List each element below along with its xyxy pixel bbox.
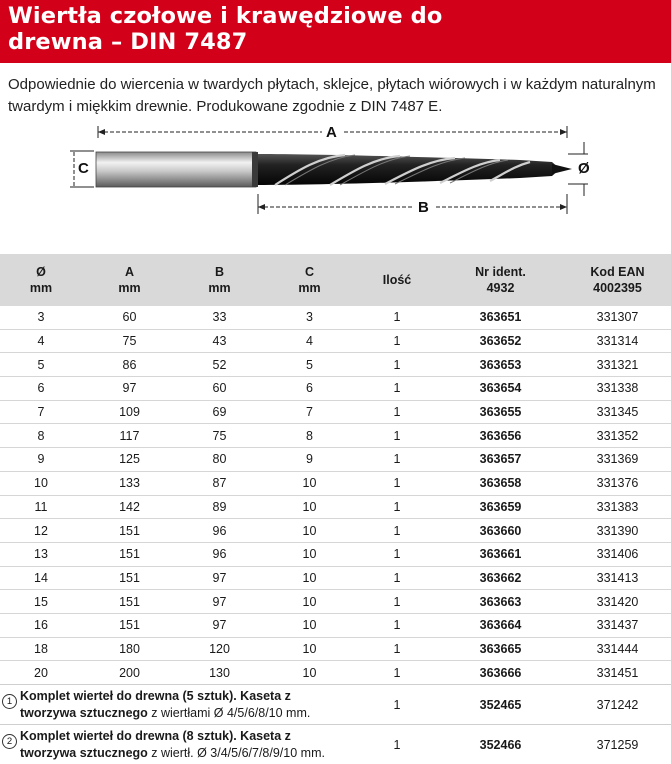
cell-c: 10 <box>262 661 357 685</box>
cell-diameter: 20 <box>0 661 82 685</box>
cell-quantity: 1 <box>357 566 437 590</box>
cell-c: 8 <box>262 424 357 448</box>
cell-quantity: 1 <box>357 519 437 543</box>
cell-ean: 371242 <box>564 685 671 725</box>
cell-ident-number: 363658 <box>437 471 564 495</box>
cell-diameter: 14 <box>0 566 82 590</box>
cell-ean: 371259 <box>564 725 671 764</box>
cell-ean: 331307 <box>564 306 671 329</box>
cell-ident-number: 352465 <box>437 685 564 725</box>
table-row <box>0 471 671 495</box>
cell-quantity: 1 <box>357 495 437 519</box>
cell-a: 200 <box>82 661 177 685</box>
cell-c: 6 <box>262 377 357 401</box>
cell-c: 4 <box>262 329 357 353</box>
cell-c: 7 <box>262 400 357 424</box>
column-header-c: C mm <box>262 254 357 306</box>
column-header-b: B mm <box>177 254 262 306</box>
kit-description <box>0 725 357 764</box>
kit-title: Komplet wierteł do drewna (5 sztuk). Kaseta z <box>20 689 291 703</box>
table-row <box>0 448 671 472</box>
cell-a: 60 <box>82 306 177 329</box>
cell-b: 43 <box>177 329 262 353</box>
table-row <box>0 519 671 543</box>
cell-diameter: 13 <box>0 542 82 566</box>
cell-ident-number: 352466 <box>437 725 564 764</box>
cell-c: 10 <box>262 542 357 566</box>
cell-quantity: 1 <box>357 542 437 566</box>
cell-c: 10 <box>262 566 357 590</box>
cell-quantity: 1 <box>357 424 437 448</box>
cell-c: 10 <box>262 495 357 519</box>
cell-quantity: 1 <box>357 590 437 614</box>
table-header-row <box>0 254 671 306</box>
cell-ident-number: 363665 <box>437 637 564 661</box>
cell-a: 151 <box>82 542 177 566</box>
page-title-line1: Wiertła czołowe i krawędziowe do <box>8 3 442 29</box>
column-header-a: A mm <box>82 254 177 306</box>
cell-a: 97 <box>82 377 177 401</box>
cell-diameter: 5 <box>0 353 82 377</box>
cell-quantity: 1 <box>357 613 437 637</box>
cell-diameter: 9 <box>0 448 82 472</box>
kit-contents: z wiertł. Ø 3/4/5/6/7/8/9/10 mm. <box>148 746 325 760</box>
page-title-line2: drewna – DIN 7487 <box>8 29 247 55</box>
cell-ean: 331444 <box>564 637 671 661</box>
drill-drawing <box>0 124 671 224</box>
cell-diameter: 16 <box>0 613 82 637</box>
cell-ean: 331345 <box>564 400 671 424</box>
cell-ean: 331352 <box>564 424 671 448</box>
table-body <box>0 306 671 764</box>
dimension-c-label: C <box>78 160 89 177</box>
cell-b: 69 <box>177 400 262 424</box>
kit-row <box>0 725 671 764</box>
cell-ident-number: 363666 <box>437 661 564 685</box>
cell-b: 120 <box>177 637 262 661</box>
cell-diameter: 8 <box>0 424 82 448</box>
dimension-diameter-label: Ø <box>578 160 590 177</box>
cell-ean: 331383 <box>564 495 671 519</box>
dimension-b-label: B <box>418 199 429 216</box>
table-row <box>0 329 671 353</box>
table-row <box>0 306 671 329</box>
cell-diameter: 15 <box>0 590 82 614</box>
cell-diameter: 18 <box>0 637 82 661</box>
cell-ean: 331338 <box>564 377 671 401</box>
cell-ident-number: 363654 <box>437 377 564 401</box>
kit-case: tworzywa sztucznego <box>20 706 148 720</box>
cell-b: 97 <box>177 613 262 637</box>
dimension-a-label: A <box>326 124 337 141</box>
cell-a: 133 <box>82 471 177 495</box>
cell-a: 109 <box>82 400 177 424</box>
cell-a: 151 <box>82 590 177 614</box>
cell-diameter: 12 <box>0 519 82 543</box>
cell-a: 142 <box>82 495 177 519</box>
cell-ident-number: 363655 <box>437 400 564 424</box>
cell-b: 60 <box>177 377 262 401</box>
cell-diameter: 11 <box>0 495 82 519</box>
kit-number-badge: 1 <box>2 694 17 709</box>
cell-a: 125 <box>82 448 177 472</box>
cell-diameter: 4 <box>0 329 82 353</box>
cell-ean: 331314 <box>564 329 671 353</box>
cell-c: 10 <box>262 590 357 614</box>
column-header-ean: Kod EAN 4002395 <box>564 254 671 306</box>
cell-b: 97 <box>177 590 262 614</box>
cell-quantity: 1 <box>357 377 437 401</box>
cell-b: 75 <box>177 424 262 448</box>
cell-quantity: 1 <box>357 306 437 329</box>
cell-a: 151 <box>82 566 177 590</box>
cell-a: 180 <box>82 637 177 661</box>
cell-b: 97 <box>177 566 262 590</box>
cell-ean: 331451 <box>564 661 671 685</box>
table-row <box>0 400 671 424</box>
cell-ident-number: 363651 <box>437 306 564 329</box>
kit-row <box>0 685 671 725</box>
cell-quantity: 1 <box>357 400 437 424</box>
cell-c: 10 <box>262 613 357 637</box>
table-row <box>0 424 671 448</box>
cell-quantity: 1 <box>357 471 437 495</box>
table-row <box>0 566 671 590</box>
cell-c: 10 <box>262 471 357 495</box>
cell-quantity: 1 <box>357 637 437 661</box>
product-description: Odpowiednie do wiercenia w twardych płytach, sklejce, płytach wiórowych i w każdym naturalnym twardym i miękkim drewnie. Produkowane zgodnie z DIN 7487 E. <box>8 74 658 118</box>
cell-ean: 331413 <box>564 566 671 590</box>
cell-c: 10 <box>262 519 357 543</box>
cell-ean: 331369 <box>564 448 671 472</box>
cell-b: 33 <box>177 306 262 329</box>
cell-quantity: 1 <box>357 353 437 377</box>
cell-diameter: 6 <box>0 377 82 401</box>
cell-quantity: 1 <box>357 448 437 472</box>
spec-table <box>0 254 671 764</box>
column-header-quantity: Ilość <box>357 254 437 306</box>
kit-case: tworzywa sztucznego <box>20 746 148 760</box>
cell-ean: 331376 <box>564 471 671 495</box>
cell-b: 96 <box>177 542 262 566</box>
cell-ean: 331437 <box>564 613 671 637</box>
cell-diameter: 10 <box>0 471 82 495</box>
cell-b: 52 <box>177 353 262 377</box>
table-row <box>0 495 671 519</box>
cell-ean: 331321 <box>564 353 671 377</box>
cell-quantity: 1 <box>357 661 437 685</box>
table-row <box>0 377 671 401</box>
cell-c: 10 <box>262 637 357 661</box>
kit-number-badge: 2 <box>2 734 17 749</box>
cell-ident-number: 363652 <box>437 329 564 353</box>
cell-ean: 331390 <box>564 519 671 543</box>
kit-title: Komplet wierteł do drewna (8 sztuk). Kaseta z <box>20 729 291 743</box>
cell-ident-number: 363653 <box>437 353 564 377</box>
cell-b: 96 <box>177 519 262 543</box>
cell-a: 86 <box>82 353 177 377</box>
table-row <box>0 542 671 566</box>
cell-quantity: 1 <box>357 329 437 353</box>
table-row <box>0 613 671 637</box>
cell-quantity: 1 <box>357 725 437 764</box>
cell-ident-number: 363657 <box>437 448 564 472</box>
column-header-ident-number: Nr ident. 4932 <box>437 254 564 306</box>
title-banner <box>0 0 671 63</box>
cell-b: 80 <box>177 448 262 472</box>
table-row <box>0 637 671 661</box>
kit-description <box>0 685 357 725</box>
cell-ident-number: 363663 <box>437 590 564 614</box>
cell-ident-number: 363664 <box>437 613 564 637</box>
cell-ean: 331420 <box>564 590 671 614</box>
cell-b: 89 <box>177 495 262 519</box>
cell-ident-number: 363659 <box>437 495 564 519</box>
cell-b: 130 <box>177 661 262 685</box>
cell-c: 9 <box>262 448 357 472</box>
cell-ean: 331406 <box>564 542 671 566</box>
cell-quantity: 1 <box>357 685 437 725</box>
cell-c: 3 <box>262 306 357 329</box>
cell-diameter: 3 <box>0 306 82 329</box>
column-header-diameter: Ø mm <box>0 254 82 306</box>
kit-contents: z wiertłami Ø 4/5/6/8/10 mm. <box>148 706 311 720</box>
page-title <box>8 3 663 55</box>
cell-a: 151 <box>82 519 177 543</box>
cell-a: 75 <box>82 329 177 353</box>
cell-b: 87 <box>177 471 262 495</box>
cell-ident-number: 363656 <box>437 424 564 448</box>
cell-c: 5 <box>262 353 357 377</box>
cell-a: 117 <box>82 424 177 448</box>
table-row <box>0 590 671 614</box>
table-row <box>0 353 671 377</box>
cell-diameter: 7 <box>0 400 82 424</box>
cell-a: 151 <box>82 613 177 637</box>
cell-ident-number: 363662 <box>437 566 564 590</box>
cell-ident-number: 363661 <box>437 542 564 566</box>
cell-ident-number: 363660 <box>437 519 564 543</box>
table-row <box>0 661 671 685</box>
